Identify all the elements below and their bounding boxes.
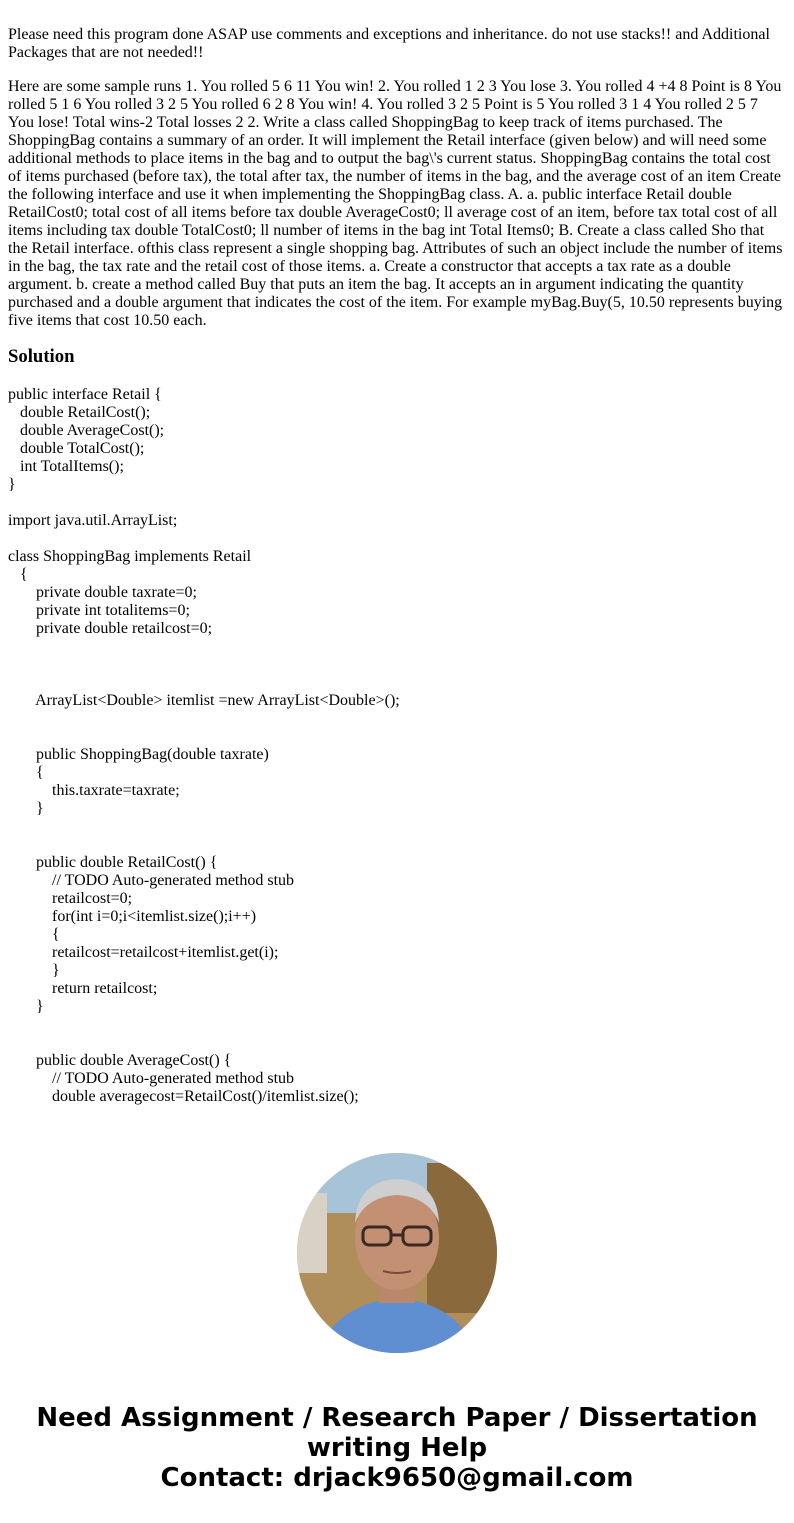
banner-line-3: Contact: drjack9650@gmail.com — [160, 1463, 634, 1493]
author-portrait-image — [297, 1153, 497, 1353]
question-body: Here are some sample runs 1. You rolled 5 6 11 You win! 2. You rolled 1 2 3 You lose 3. You rolled 4 +4 8 Point is 8 You rolled 5 1 6 You rolled 3 2 5 You rolled 6 2 8 You win! 4. You rolled 3 2 5 Point is 5 You rolled 3 1 4 You rolled 2 5 7 You lose! Total wins-2 Total losses 2 2. Write a class called ShoppingBag to keep track of items purchased. The ShoppingBag contains a summary of an order. It will implement the Retail interface (given below) and will need some additional methods to place items in the bag and to output the bag\'s current status. ShoppingBag contains the total cost of items purchased (before tax), the total after tax, the number of items in the bag, and the average cost of an item Create the following interface and use it when implementing the ShoppingBag class. A. a. public interface Retail double RetailCost0; total cost of all items before tax double AverageCost0; ll average cost of an item, before tax total cost of all items including tax double TotalCost0; ll number of items in the bag int Total Items0; B. Create a class called Sho that the Retail interface. ofthis class represent a single shopping bag. Attributes of such an object include the number of items in the bag, the tax rate and the retail cost of those items. a. Create a constructor that accepts a tax rate as a double argument. b. create a method called Buy that puts an item the bag. It accepts an in argument indicating the quantity purchased and a double argument that indicates the cost of the item. For example myBag.Buy(5, 10.50 represents buying five items that cost 10.50 each. — [8, 78, 783, 329]
contact-banner — [0, 1403, 794, 1493]
question-request: Please need this program done ASAP use comments and exceptions and inheritance. do not use stacks!! and Additional Packages that are not needed!! — [8, 26, 770, 61]
author-photo — [297, 1153, 497, 1353]
banner-line-2: writing Help — [306, 1433, 488, 1463]
solution-heading: Solution — [8, 346, 75, 367]
document-content — [8, 26, 786, 1106]
solution-code: public interface Retail { double RetailCost(); double AverageCost(); double TotalCost(); int TotalItems(); } import java.util.ArrayList; class ShoppingBag implements Retail { private double taxrate=0; private int totalitems=0; private double retailcost=0; ArrayList<Double> itemlist =new ArrayList<Double>(); public ShoppingBag(double taxrate) { this.taxrate=taxrate; } public double RetailCost() { // TODO Auto-generated method stub retailcost=0; for(int i=0;i<itemlist.size();i++) { retailcost=retailcost+itemlist.get(i); } return retailcost; } public double AverageCost() { // TODO Auto-generated method stub double averagecost=RetailCost()/itemlist.size(); — [8, 386, 400, 1105]
banner-line-1: Need Assignment / Research Paper / Dissertation — [36, 1403, 758, 1433]
